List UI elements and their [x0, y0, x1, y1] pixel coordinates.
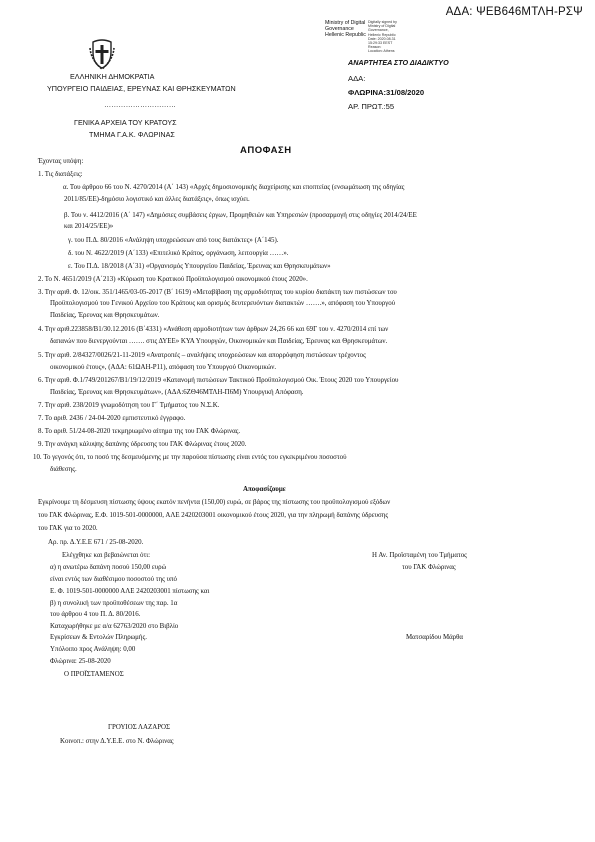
- list-item: α. Του άρθρου 66 του Ν. 4270/2014 (Α΄ 143) «Αρχές δημοσιονομικής διαχείρισης και εποπτείας (ενσωμάτωση της οδηγίας: [63, 184, 405, 191]
- decision-line: του ΓΑΚ για το 2020.: [38, 525, 98, 532]
- greek-emblem-icon: [89, 38, 115, 70]
- signature-certificate-text: Digitally signed by Ministry of Digital Governance, Hellenic Republic Date: 2020.08.31 15:29:33 EEST Reason: Location: Athens: [368, 20, 397, 54]
- head-of-department-subtitle: του ΓΑΚ Φλώρινας: [402, 564, 456, 571]
- verification-line: Φλώρινα: 25-08-2020: [50, 658, 111, 665]
- verification-line: Καταχωρήθηκε με α/α 62763/2020 στο Βιβλίο: [50, 623, 179, 630]
- notification-line: Κοινοπ.: στην Δ.Υ.Ε.Ε. στο Ν. Φλώρινας: [60, 738, 174, 745]
- director-title: Ο ΠΡΟΪΣΤΑΜΕΝΟΣ: [64, 671, 124, 678]
- registration-number: Αρ. πρ. Δ.Υ.Ε.Ε 671 / 25-08-2020.: [48, 539, 144, 546]
- document-ada-code: ΑΔΑ: ΨΕΒ646ΜΤΛΗ-ΡΣΨ: [445, 6, 583, 18]
- list-item: δαπανών που διενεργούνται ……. στις ΔΥΕΕ» ΚΥΑ Υπουργών, Οικονομικών και Παιδείας, Έρευνας και Θρησκευμάτων.: [50, 338, 388, 345]
- document-date: ΦΛΩΡΙΝΑ:31/08/2020: [348, 88, 425, 97]
- list-item: 3. Την αριθ. Φ. 12/οικ. 351/1465/03-05-2017 (Β΄ 1619) «Μεταβίβαση της αρμοδιότητας του κυρίου διατάκτη των πιστώσεων του: [38, 289, 397, 296]
- list-item: δ. του Ν. 4622/2019 (Α΄133) «Επιτελικό Κράτος, οργάνωση, λειτουργία ……».: [68, 250, 289, 257]
- page-title: ΑΠΟΦΑΣΗ: [240, 145, 292, 156]
- department-name: ΤΜΗΜΑ Γ.Α.Κ. ΦΛΩΡΙΝΑΣ: [89, 130, 175, 139]
- verification-line: Ελέγχθηκε και βεβαιώνεται ότι:: [62, 552, 150, 559]
- protocol-number: ΑΡ. ΠΡΩΤ.:55: [348, 102, 395, 111]
- list-item: οικονομικού έτους», (ΑΔΑ: 61ΩΑΗ-Ρ11), απόφαση του Υπουργού Οικονομικών.: [50, 364, 277, 371]
- verification-line: Υπόλοιπο προς Ανάληψη: 0,00: [50, 646, 136, 653]
- list-item: 4. Την αριθ.223858/Β1/30.12.2016 (Β΄4331) «Ανάθεση αρμοδιοτήτων των άρθρων 24,26 66 και 69Γ του ν. 4270/2014 επί των: [38, 326, 389, 333]
- signature-issuer: [325, 20, 366, 38]
- decision-heading: Αποφασίζουμε: [243, 486, 286, 493]
- head-of-department-title: Η Αν. Προϊσταμένη του Τμήματος: [372, 552, 467, 559]
- list-item: Προϋπολογισμού του Γενικού Αρχείου του Κράτους και ορισμός δευτερευόντων διατακτών …….», απόφαση του Υπουργού: [50, 300, 396, 307]
- header-dots: …………………………: [104, 100, 176, 109]
- list-item: Παιδείας, Έρευνας και Θρησκευμάτων», (ΑΔΑ:6ΖΘ46ΜΤΛΗ-Π6Μ) Υπουργική Απόφαση.: [50, 389, 304, 396]
- list-item: 2. Το Ν. 4651/2019 (Α΄213) «Κύρωση του Κρατικού Προϋπολογισμού οικονομικού έτους 2020».: [38, 276, 308, 283]
- list-item: και 2014/25/ΕΕ)»: [64, 223, 114, 230]
- ada-label: ΑΔΑ:: [348, 74, 366, 83]
- list-item: 7. Το αριθ. 2436 / 24-04-2020 εμπιστευτικό έγγραφο.: [38, 415, 186, 422]
- considering-label: Έχοντας υπόψη:: [38, 158, 84, 165]
- decision-line: του ΓΑΚ Φλώρινας, Ε.Φ. 1019-501-0000000, ΑΛΕ 2420203001 οικονομικού έτους 2020, για την πληρωμή δαπάνης ύδρευσης: [38, 512, 389, 519]
- verification-line: β) η συνολική των προϋποθέσεων της παρ. 1α: [50, 600, 178, 607]
- list-item: 10. Το γεγονός ότι, το ποσό της δεσμευόμενης με την παρούσα πίστωσης είναι εντός του εγκεκριμένου ποσοστού: [33, 454, 347, 461]
- posting-notice: ΑΝΑΡΤΗΤΕΑ ΣΤΟ ΔΙΑΔΙΚΤΥΟ: [348, 58, 449, 67]
- head-of-department-name: Ματσαρίδου Μάρθα: [406, 634, 464, 641]
- director-name: ΓΡΟΥΙΟΣ ΛΑΖΑΡΟΣ: [108, 724, 171, 731]
- signature-line: Hellenic Republic: [325, 32, 366, 38]
- list-item: διάθεσης.: [50, 466, 77, 473]
- ministry-name: ΥΠΟΥΡΓΕΙΟ ΠΑΙΔΕΙΑΣ, ΕΡΕΥΝΑΣ ΚΑΙ ΘΡΗΣΚΕΥΜΑΤΩΝ: [47, 84, 236, 93]
- list-item: 1. Τις διατάξεις:: [38, 171, 83, 178]
- decision-line: Εγκρίνουμε τη δέσμευση πίστωσης ύψους εκατόν πενήντα (150,00) ευρώ, σε βάρος της πίστωσης του προϋπολογισμού εξόδων: [38, 499, 391, 506]
- list-item: 2011/85/ΕΕ)-δημόσιο λογιστικό και άλλες διατάξεις», όπως ισχύει.: [64, 196, 250, 203]
- list-item: 8. Το αριθ. 51/24-08-2020 τεκμηριωμένο αίτημα της του ΓΑΚ Φλώρινας.: [38, 428, 241, 435]
- list-item: 6. Την αριθ. Φ.1/749/201267/Β1/19/12/2019 «Κατανομή πιστώσεων Τακτικού Προϋπολογισμού Οικ. Έτους 2020 του Υπουργείου: [38, 377, 399, 384]
- signature-line: Ministry of Digital: [325, 20, 366, 26]
- list-item: Παιδείας, Έρευνας και Θρησκευμάτων.: [50, 312, 160, 319]
- list-item: ε. Του Π.Δ. 18/2018 (Α΄31) «Οργανισμός Υπουργείου Παιδείας, Έρευνας και Θρησκευμάτων»: [68, 263, 331, 270]
- list-item: 5. Την αριθ. 2/84327/0026/21-11-2019 «Ανατροπές – αναλήψεις υποχρεώσεων και απορρόφηση πιστώσεων τρέχοντος: [38, 352, 366, 359]
- verification-line: είναι εντός των διαθέσιμου ποσοστού της υπό: [50, 576, 177, 583]
- list-item: β. Του ν. 4412/2016 (Α΄ 147) «Δημόσιες συμβάσεις έργων, Προμηθειών και Υπηρεσιών (προσαρμογή στις οδηγίες 2014/24/ΕΕ: [64, 212, 417, 219]
- list-item: γ. του Π.Δ. 80/2016 «Ανάληψη υποχρεώσεων από τους διατάκτες» (Α΄145).: [68, 237, 279, 244]
- verification-line: Εγκρίσεων & Εντολών Πληρωμής.: [50, 634, 147, 641]
- verification-line: Ε. Φ. 1019-501-0000000 ΑΛΕ 2420203001 πίστωσης και: [50, 588, 210, 595]
- signature-line: Governance: [325, 26, 354, 32]
- service-name: ΓΕΝΙΚΑ ΑΡΧΕΙΑ ΤΟΥ ΚΡΑΤΟΥΣ: [74, 118, 177, 127]
- country-name: ΕΛΛΗΝΙΚΗ ΔΗΜΟΚΡΑΤΙΑ: [70, 72, 155, 81]
- list-item: 9. Την ανάγκη κάλυψης δαπάνης ύδρευσης του ΓΑΚ Φλώρινας έτους 2020.: [38, 441, 247, 448]
- verification-line: α) η ανωτέρω δαπάνη ποσού 150,00 ευρώ: [50, 564, 167, 571]
- verification-line: του άρθρου 4 του Π. Δ. 80/2016.: [50, 611, 141, 618]
- list-item: 7. Την αριθ. 238/2019 γνωμοδότηση του Γ΄ Τμήματος του Ν.Σ.Κ.: [38, 402, 220, 409]
